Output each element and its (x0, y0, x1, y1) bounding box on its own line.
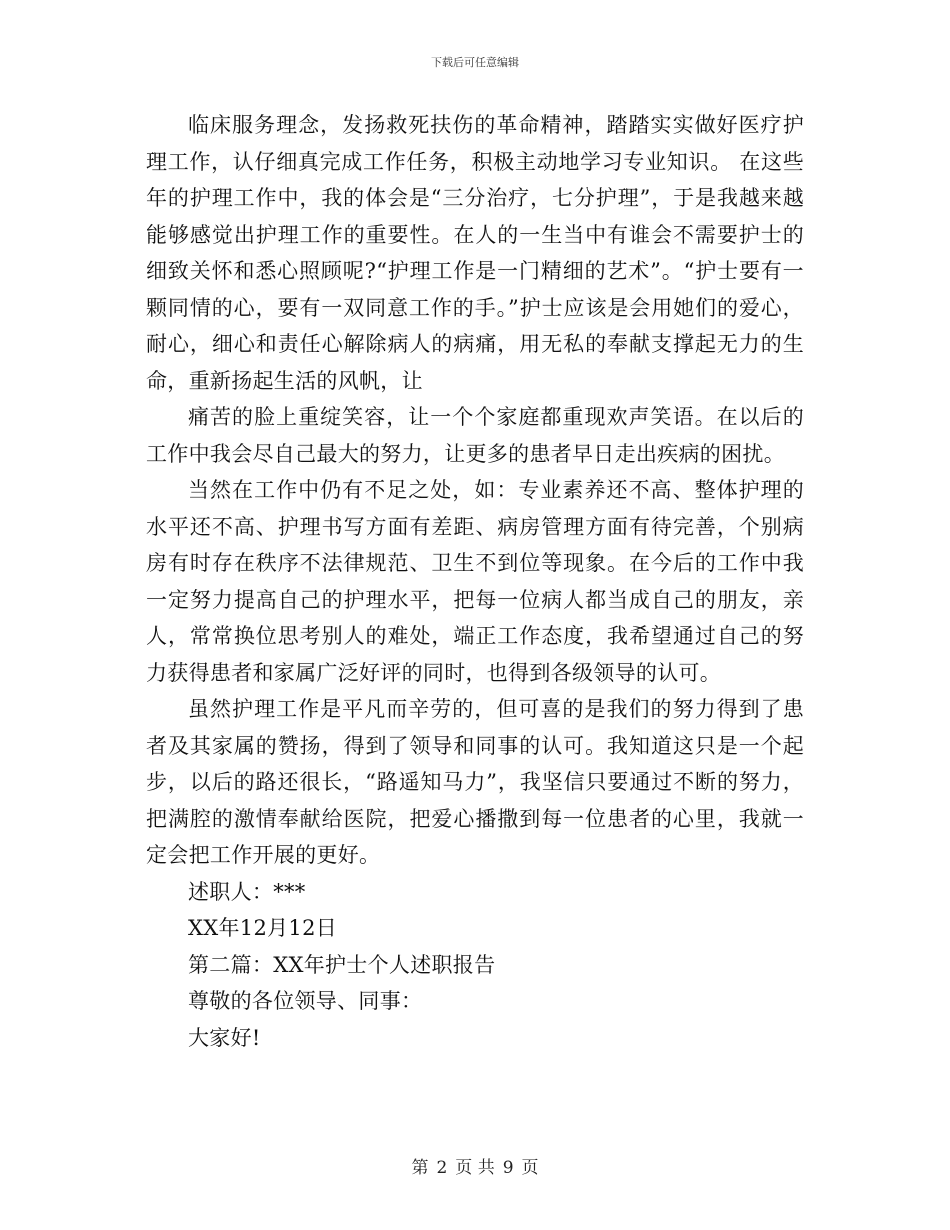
footer-total-pages: 9 (502, 1158, 514, 1178)
page-header: 下载后可任意编辑 (431, 56, 519, 69)
date-line: XX年12月12日 (188, 916, 338, 940)
second-article-title: 第二篇：XX年护士个人述职报告 (188, 952, 496, 977)
signer-line: 述职人：*** (188, 879, 306, 904)
paragraph-3: 当然在工作中仍有不足之处，如：专业素养还不高、整体护理的水平还不高、护理书写方面有差距、病房管理方面有待完善，个别病房有时存在秩序不法律规范、卫生不到位等现象。在今后的工作中我一定努力提高自己的护理水平，把每一位病人都当成自己的朋友，亲人，常常换位思考别人的难处，端正工作态度，我希望通过自己的努力获得患者和家属广泛好评的同时，也得到各级领导的认可。 (146, 478, 804, 685)
page-footer (0, 1153, 950, 1178)
paragraph-2: 痛苦的脸上重绽笑容，让一个个家庭都重现欢声笑语。在以后的工作中我会尽自己最大的努力，让更多的患者早日走出疾病的困扰。 (146, 405, 804, 466)
footer-middle: 页 共 (455, 1158, 495, 1178)
footer-prefix: 第 (411, 1158, 429, 1178)
document-body (146, 107, 804, 1056)
footer-page-number: 2 (436, 1158, 448, 1178)
paragraph-4: 虽然护理工作是平凡而辛劳的，但可喜的是我们的努力得到了患者及其家属的赞扬，得到了领导和同事的认可。我知道这只是一个起步，以后的路还很长，“路遥知马力”，我坚信只要通过不断的努力，把满腔的激情奉献给医院，把爱心播撒到每一位患者的心里，我就一定会把工作开展的更好。 (146, 697, 804, 867)
footer-suffix: 页 (521, 1158, 539, 1178)
paragraph-1: 临床服务理念，发扬救死扶伤的革命精神，踏踏实实做好医疗护理工作，认仔细真完成工作任务，积极主动地学习专业知识。 在这些年的护理工作中，我的体会是“三分治疗，七分护理”，于是我越来越能够感觉出护理工作的重要性。在人的一生当中有谁会不需要护士的细致关怀和悉心照顾呢?“护理工作是一门精细的艺术”。“护士要有一颗同情的心，要有一双同意工作的手。”护士应该是会用她们的爱心，耐心，细心和责任心解除病人的病痛，用无私的奉献支撑起无力的生命，重新扬起生活的风帆，让 (146, 113, 804, 393)
salutation-line: 尊敬的各位领导、同事： (188, 989, 423, 1013)
greeting-line: 大家好! (188, 1025, 261, 1050)
